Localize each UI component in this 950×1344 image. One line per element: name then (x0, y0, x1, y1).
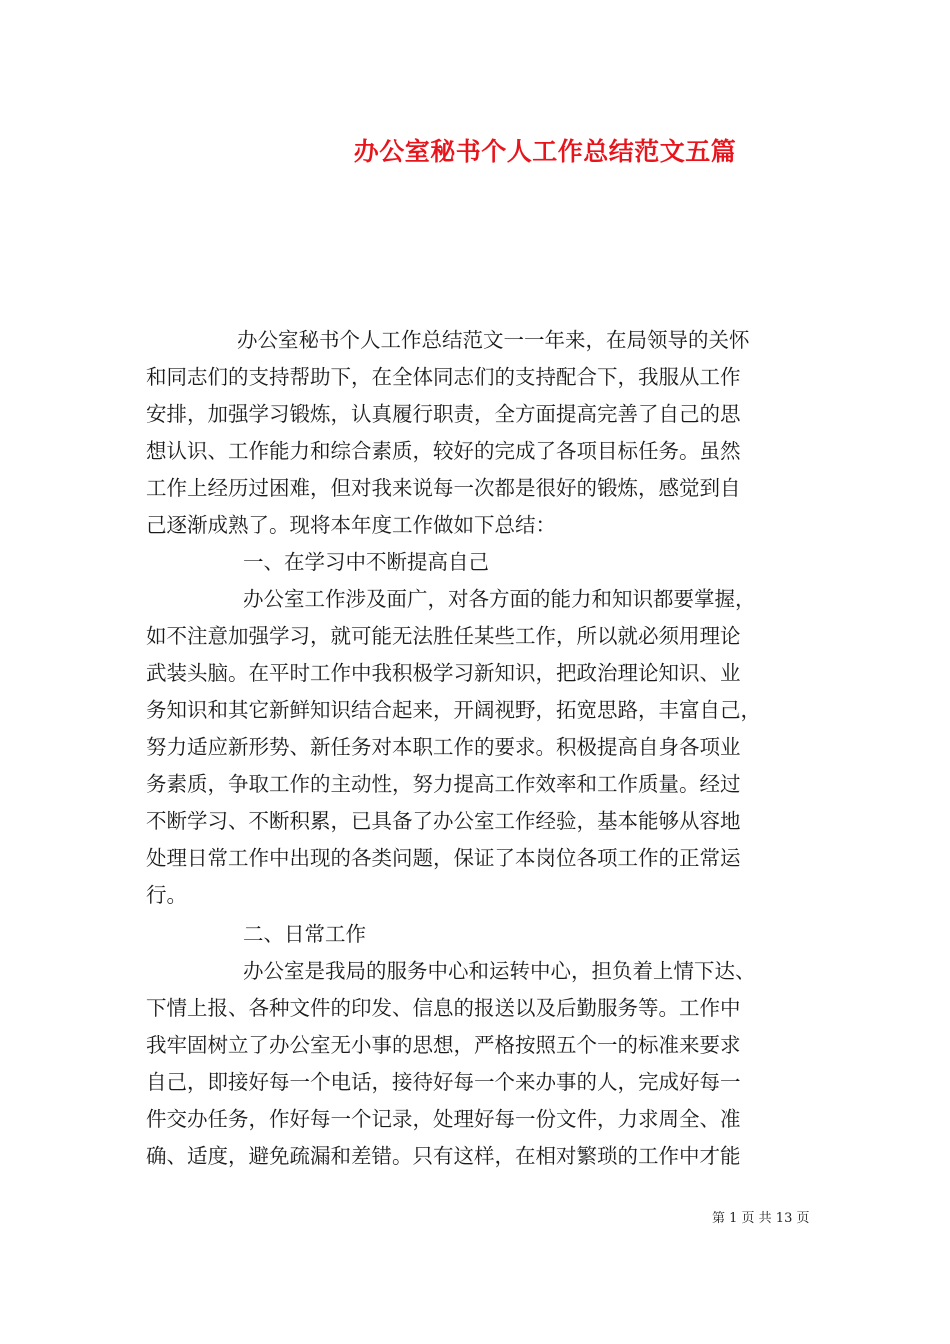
body-line: 不断学习、不断积累，已具备了办公室工作经验，基本能够从容地 (146, 809, 741, 833)
body-line: 和同志们的支持帮助下，在全体同志们的支持配合下，我服从工作 (146, 365, 741, 389)
section-heading: 一、在学习中不断提高自己 (243, 550, 489, 574)
body-line: 下情上报、各种文件的印发、信息的报送以及后勤服务等。工作中 (146, 996, 741, 1020)
body-line: 工作上经历过困难，但对我来说每一次都是很好的锻炼，感觉到自 (146, 476, 741, 500)
body-line: 如不注意加强学习，就可能无法胜任某些工作，所以就必须用理论 (146, 624, 741, 648)
body-line: 武装头脑。在平时工作中我积极学习新知识，把政治理论知识、业 (146, 661, 741, 685)
body-line: 务素质，争取工作的主动性，努力提高工作效率和工作质量。经过 (146, 772, 741, 796)
body-line: 安排，加强学习锻炼，认真履行职责，全方面提高完善了自己的思 (146, 402, 741, 426)
body-line: 件交办任务，作好每一个记录，处理好每一份文件，力求周全、准 (146, 1107, 741, 1131)
body-line: 处理日常工作中出现的各类问题，保证了本岗位各项工作的正常运 (146, 846, 741, 870)
document-title: 办公室秘书个人工作总结范文五篇 (353, 137, 737, 166)
body-line: 行。 (146, 883, 187, 907)
body-line: 己逐渐成熟了。现将本年度工作做如下总结： (146, 513, 556, 537)
body-line: 我牢固树立了办公室无小事的思想，严格按照五个一的标准来要求 (146, 1033, 741, 1057)
body-line: 办公室是我局的服务中心和运转中心，担负着上情下达、 (243, 959, 756, 983)
section-heading: 二、日常工作 (243, 922, 366, 946)
page-number: 第 1 页 共 13 页 (712, 1211, 810, 1226)
body-line: 自己，即接好每一个电话，接待好每一个来办事的人，完成好每一 (146, 1070, 741, 1094)
body-line: 努力适应新形势、新任务对本职工作的要求。积极提高自身各项业 (146, 735, 741, 759)
body-line: 务知识和其它新鲜知识结合起来，开阔视野，拓宽思路，丰富自己， (146, 698, 761, 722)
body-line: 确、适度，避免疏漏和差错。只有这样，在相对繁琐的工作中才能 (146, 1144, 741, 1168)
body-line: 办公室秘书个人工作总结范文一一年来，在局领导的关怀 (237, 328, 750, 352)
body-line: 办公室工作涉及面广，对各方面的能力和知识都要掌握， (243, 587, 756, 611)
body-line: 想认识、工作能力和综合素质，较好的完成了各项目标任务。虽然 (146, 439, 741, 463)
